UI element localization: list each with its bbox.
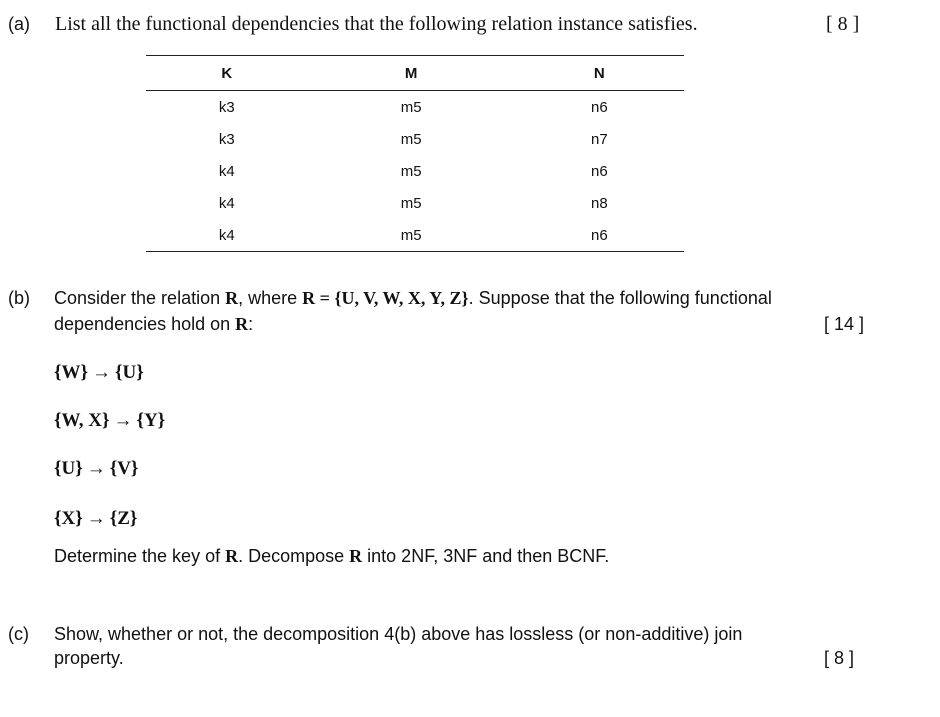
- arrow-icon: →: [86, 508, 106, 529]
- part-b-text: :: [248, 314, 254, 334]
- part-c-label: (c): [8, 624, 29, 644]
- arrow-icon: →: [86, 458, 106, 479]
- part-b-marks: [ 14 ]: [824, 314, 865, 334]
- fd-rhs: {U}: [114, 362, 144, 383]
- fd-rhs: {Y}: [136, 410, 166, 431]
- part-b-text: dependencies hold on: [54, 314, 236, 334]
- relation-name: R: [349, 546, 363, 566]
- table-row: [146, 91, 684, 124]
- fd-lhs: {X}: [54, 508, 83, 529]
- table-cell: k4: [218, 162, 235, 180]
- arrow-icon: →: [113, 410, 133, 431]
- table-cell: n6: [515, 219, 684, 252]
- functional-dependency: [54, 458, 138, 480]
- table-row: [146, 123, 684, 155]
- table-cell: n7: [590, 130, 608, 148]
- part-b-task: [54, 544, 609, 568]
- part-a-question: List all the functional dependencies that the following relation instance satisfies.: [55, 13, 698, 35]
- functional-dependency: [54, 362, 144, 384]
- table-cell: n8: [590, 194, 608, 212]
- part-c-line-1: Show, whether or not, the decomposition 4(b) above has lossless (or non-additive) join: [54, 624, 743, 644]
- table-header-row: [146, 56, 684, 91]
- part-b-text: . Decompose: [238, 546, 350, 566]
- fd-rhs: {Z}: [109, 508, 138, 529]
- table-cell: k3: [218, 98, 235, 116]
- part-b-text: Determine the key of: [54, 546, 226, 566]
- table-cell: m5: [400, 98, 422, 116]
- part-b-text: . Suppose that the following functional: [468, 288, 772, 308]
- table-cell: n6: [590, 162, 608, 180]
- column-header-n: N: [515, 56, 684, 91]
- column-header-m: M: [308, 56, 515, 91]
- table-row: [146, 187, 684, 219]
- relation-table: [146, 55, 684, 252]
- relation-name: R: [225, 546, 239, 566]
- part-c-marks: [ 8 ]: [824, 648, 855, 668]
- relation-name: R: [225, 288, 239, 308]
- fd-lhs: {W}: [54, 362, 88, 383]
- part-b-label: (b): [8, 288, 30, 308]
- fd-lhs: {U}: [54, 458, 83, 479]
- fd-lhs: {W, X}: [54, 410, 110, 431]
- part-b-line-2: [54, 312, 874, 336]
- table-cell: m5: [400, 162, 422, 180]
- part-b-text: , where: [238, 288, 303, 308]
- functional-dependency: [54, 410, 165, 432]
- relation-name: R: [235, 314, 249, 334]
- column-header-k: K: [146, 56, 308, 91]
- part-b-text: Consider the relation: [54, 288, 226, 308]
- table-row: [146, 219, 684, 252]
- part-a-label: (a): [8, 14, 30, 34]
- part-b-text: into 2NF, 3NF and then BCNF.: [362, 546, 610, 566]
- table-cell: k4: [146, 219, 308, 252]
- table-cell: m5: [308, 219, 515, 252]
- table-cell: k3: [218, 130, 235, 148]
- functional-dependency: [54, 508, 137, 530]
- table-cell: m5: [400, 194, 422, 212]
- part-c-line-2-row: [54, 646, 874, 670]
- table-cell: n6: [590, 98, 608, 116]
- part-b-line-1: [54, 286, 772, 310]
- relation-definition: R = {U, V, W, X, Y, Z}: [302, 288, 469, 308]
- arrow-icon: →: [91, 362, 111, 383]
- fd-rhs: {V}: [109, 458, 139, 479]
- part-a-marks: [ 8 ]: [826, 13, 860, 35]
- table-cell: k4: [218, 194, 235, 212]
- table-row: [146, 155, 684, 187]
- part-c-line-2: property.: [54, 648, 124, 668]
- table-cell: m5: [400, 130, 422, 148]
